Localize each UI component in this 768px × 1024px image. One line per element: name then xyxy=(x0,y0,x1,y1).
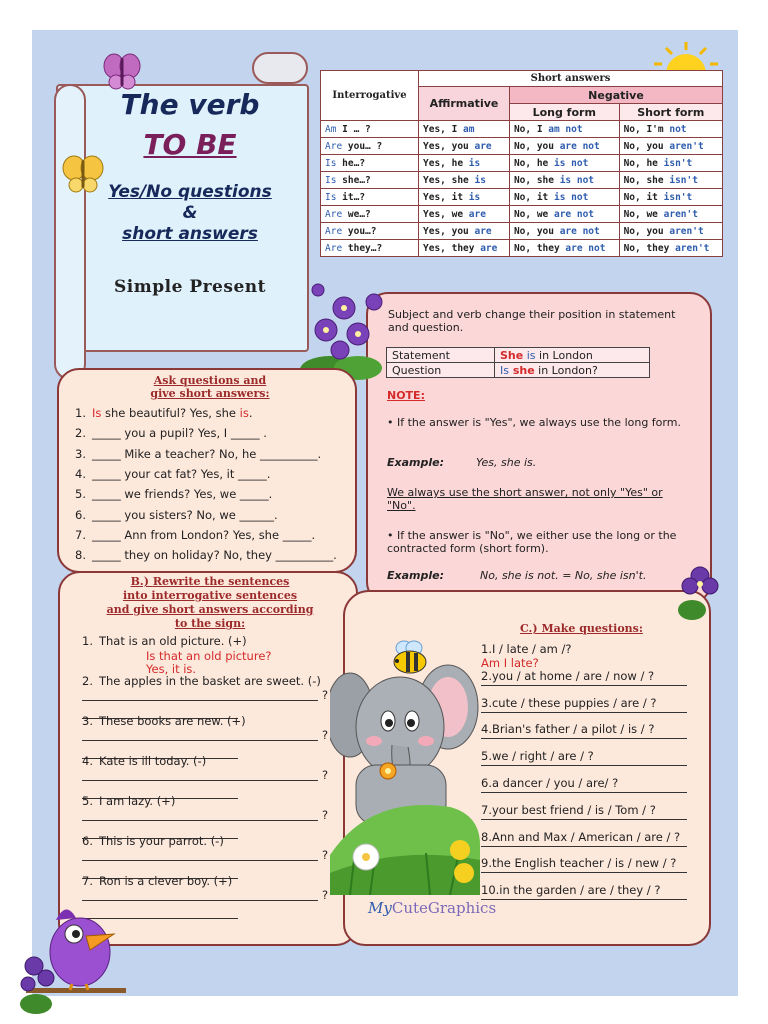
question-verb: Is xyxy=(500,363,509,377)
aff-verb: is xyxy=(468,157,481,169)
table-row xyxy=(321,206,723,223)
list-item xyxy=(82,874,232,888)
section-b-label: B.) xyxy=(130,575,149,588)
answer-line[interactable] xyxy=(481,899,687,900)
aff-text: Yes, he xyxy=(423,157,469,169)
blank: _____ xyxy=(91,507,121,522)
item-text: Mike a teacher? No, he __________. xyxy=(120,446,322,461)
aff-verb: are xyxy=(474,225,492,237)
short-verb: isn't xyxy=(663,191,693,203)
item-end: . xyxy=(248,406,253,420)
long-verb: are not xyxy=(559,225,600,237)
answer-line[interactable] xyxy=(481,765,687,766)
section-c-heading-text: Make questions: xyxy=(541,622,643,635)
violet-flower-icon xyxy=(674,562,726,622)
item-number: 2. xyxy=(481,668,492,683)
aff-text: Yes, you xyxy=(423,225,475,237)
statement-rest: in London xyxy=(535,348,593,362)
short-verb: not xyxy=(669,123,687,135)
item-number: 5. xyxy=(75,487,86,502)
statement-question-table xyxy=(386,347,650,378)
item-text: I am lazy. (+) xyxy=(98,794,176,808)
item-text: Ann from London? Yes, she _____. xyxy=(120,527,316,542)
item-text: Ron is a clever boy. (+) xyxy=(98,874,233,888)
q-verb: Is xyxy=(325,191,337,203)
tense-label: Simple Present xyxy=(114,277,266,297)
short-text: No, you xyxy=(623,225,670,237)
table-row xyxy=(387,363,650,378)
section-c-heading xyxy=(520,622,660,635)
q-rest: it…? xyxy=(336,191,366,203)
long-verb: is not xyxy=(553,191,589,203)
short-verb: aren't xyxy=(663,208,698,220)
subtitle-line-2: short answers xyxy=(122,224,258,244)
long-verb: is not xyxy=(559,174,595,186)
table-row xyxy=(387,348,650,363)
item-number: 5. xyxy=(481,749,492,764)
section-b-answer-2: Yes, it is. xyxy=(146,662,197,676)
q-verb: Is xyxy=(325,174,337,186)
title-line-2: TO BE xyxy=(143,128,237,161)
blank: _____ xyxy=(91,487,121,502)
item-number: 4. xyxy=(481,722,492,737)
item-text: they on holiday? No, they __________. xyxy=(120,548,337,563)
list-item xyxy=(82,714,246,728)
answer-verb: is xyxy=(239,406,249,420)
short-text: No, it xyxy=(623,191,664,203)
long-verb: are not xyxy=(559,140,600,152)
section-b-answer-1: Is that an old picture? xyxy=(146,649,272,663)
answer-line[interactable] xyxy=(481,819,687,820)
bee-icon xyxy=(386,640,432,676)
note-label: NOTE: xyxy=(387,389,425,402)
item-text: Brian's father / a pilot / is / ? xyxy=(491,722,655,737)
item-number: 10. xyxy=(481,883,500,898)
aff-verb: am xyxy=(463,123,475,135)
long-text: No, you xyxy=(513,225,560,237)
q-verb: Are xyxy=(325,242,343,254)
list-item xyxy=(75,528,315,542)
credit-logo xyxy=(368,899,496,917)
item-number: 2. xyxy=(82,674,93,688)
example-no: No, she is not. = No, she isn't. xyxy=(480,569,647,582)
blank: _____ xyxy=(91,426,121,441)
item-number: 4. xyxy=(75,466,86,481)
short-text: No, they xyxy=(623,242,676,254)
item-number: 2. xyxy=(75,426,86,441)
item-number: 1. xyxy=(481,642,492,656)
list-item xyxy=(75,548,337,562)
list-item xyxy=(481,776,618,790)
header-short-form: Short form xyxy=(619,104,722,121)
blank: _____ xyxy=(91,446,121,461)
note-box xyxy=(366,292,712,604)
bird-icon xyxy=(16,900,128,1020)
statement-label: Statement xyxy=(387,348,495,363)
item-number: 6. xyxy=(75,507,86,522)
aff-verb: is xyxy=(468,191,481,203)
item-text: cute / these puppies / are / ? xyxy=(491,695,657,710)
question-mark: ? xyxy=(322,888,329,902)
question-label: Question xyxy=(387,363,495,378)
item-text: a dancer / you / are/ ? xyxy=(491,776,619,790)
header-long-form: Long form xyxy=(509,104,619,121)
question-mark: ? xyxy=(322,768,329,782)
aff-verb: are xyxy=(474,140,492,152)
answer-line[interactable] xyxy=(481,792,687,793)
table-row xyxy=(321,121,723,138)
item-number: 8. xyxy=(75,548,86,563)
list-item xyxy=(481,856,676,870)
answer-line[interactable] xyxy=(82,860,318,861)
header-short-answers: Short answers xyxy=(419,71,723,87)
question-subject: she xyxy=(508,363,535,377)
list-item xyxy=(481,696,656,710)
question-mark: ? xyxy=(322,848,329,862)
answer-line[interactable] xyxy=(82,780,318,781)
q-verb: Are xyxy=(325,208,343,220)
table-row xyxy=(321,223,723,240)
item-text: you sisters? No, we ______. xyxy=(120,507,278,522)
item-number: 9. xyxy=(481,856,492,871)
answer-line[interactable] xyxy=(82,740,318,741)
item-number: 6. xyxy=(481,776,492,790)
section-b-heading-1 xyxy=(60,575,360,588)
subtitle-line-1: Yes/No questions xyxy=(108,182,272,202)
header-negative: Negative xyxy=(509,87,722,104)
blank: _____ xyxy=(91,548,121,563)
item-number: 1. xyxy=(75,406,86,420)
butterfly-icon xyxy=(100,48,144,92)
q-rest: you… ? xyxy=(342,140,383,152)
short-verb: isn't xyxy=(663,157,693,169)
item-number: 3. xyxy=(75,446,86,461)
item-text: she beautiful? Yes, she xyxy=(101,406,240,420)
list-item xyxy=(481,642,571,656)
table-row xyxy=(321,240,723,257)
item-text: we / right / are / ? xyxy=(491,749,594,764)
list-item xyxy=(75,487,272,501)
short-text: No, you xyxy=(623,140,670,152)
item-number: 5. xyxy=(82,794,93,808)
example-label: Example: xyxy=(387,569,444,582)
section-a-heading-2: give short answers: xyxy=(150,387,270,400)
list-item xyxy=(82,794,175,808)
list-item xyxy=(75,467,270,481)
section-b-heading-3: and give short answers according xyxy=(106,603,314,616)
short-text: No, we xyxy=(623,208,664,220)
list-item xyxy=(75,406,252,420)
aff-text: Yes, you xyxy=(423,140,475,152)
aff-text: Yes, I xyxy=(423,123,464,135)
answer-verb: Is xyxy=(91,406,102,420)
header-interrogative: Interrogative xyxy=(321,71,419,121)
table-row xyxy=(321,155,723,172)
q-rest: we…? xyxy=(342,208,371,220)
header-affirmative: Affirmative xyxy=(419,87,510,121)
item-number: 8. xyxy=(481,829,492,844)
list-item xyxy=(82,834,224,848)
answer-line[interactable] xyxy=(481,712,687,713)
section-b-heading-4: to the sign: xyxy=(174,617,246,630)
credit-rest: CuteGraphics xyxy=(391,899,497,917)
item-text: your best friend / is / Tom / ? xyxy=(491,802,656,817)
table-header-row xyxy=(321,71,723,87)
example-yes: Yes, she is. xyxy=(476,456,537,469)
note-always-short: We always use the short answer, not only "Yes" or "No". xyxy=(387,486,663,512)
short-verb: aren't xyxy=(675,242,710,254)
list-item xyxy=(481,830,680,844)
item-text: The apples in the basket are sweet. (-) xyxy=(98,674,321,688)
short-verb: isn't xyxy=(669,174,698,186)
long-text: No, they xyxy=(513,242,566,254)
item-number: 3. xyxy=(82,714,93,728)
item-number: 4. xyxy=(82,754,93,768)
answer-line[interactable] xyxy=(481,685,687,686)
note-bullet-no: • If the answer is "No", we either use the long or the contracted form (short form). xyxy=(387,529,677,555)
q-rest: he…? xyxy=(336,157,366,169)
credit-my: My xyxy=(368,899,392,917)
table-row xyxy=(321,138,723,155)
item-text: This is your parrot. (-) xyxy=(98,834,224,848)
list-item xyxy=(82,674,321,688)
q-verb: Are xyxy=(325,225,343,237)
q-verb: Is xyxy=(325,157,337,169)
list-item xyxy=(82,754,206,768)
long-text: No, it xyxy=(513,191,554,203)
item-number: 6. xyxy=(82,834,93,848)
elephant-illustration xyxy=(330,645,480,895)
scroll-curl-top xyxy=(252,52,308,84)
section-b-heading-text: Rewrite the sentences xyxy=(152,575,290,588)
title-line-1: The verb xyxy=(120,88,260,121)
list-item xyxy=(481,749,594,763)
question-rest: in London? xyxy=(534,363,598,377)
short-text: No, she xyxy=(623,174,670,186)
section-c-answer-1: Am I late? xyxy=(481,656,539,670)
note-intro: Subject and verb change their position in statement and question. xyxy=(388,308,676,334)
short-verb: aren't xyxy=(669,140,704,152)
blank: _____ xyxy=(91,527,121,542)
long-verb: is not xyxy=(553,157,589,169)
item-text: That is an old picture. (+) xyxy=(98,634,247,648)
long-text: No, he xyxy=(513,157,554,169)
statement-verb: is xyxy=(523,348,536,362)
list-item xyxy=(481,722,654,736)
subtitle-ampersand: & xyxy=(182,203,198,223)
answer-line[interactable] xyxy=(481,738,687,739)
example-label: Example: xyxy=(387,456,444,469)
answer-line[interactable] xyxy=(481,872,687,873)
short-answers-table xyxy=(320,70,723,257)
question-mark: ? xyxy=(322,688,329,702)
item-number: 7. xyxy=(481,802,492,817)
aff-text: Yes, she xyxy=(423,174,475,186)
item-number: 1. xyxy=(82,634,93,648)
q-rest: you…? xyxy=(342,225,377,237)
section-a-heading-1: Ask questions and xyxy=(153,374,267,387)
list-item xyxy=(75,426,267,440)
item-text: you a pupil? Yes, I _____ . xyxy=(120,426,267,441)
short-text: No, he xyxy=(623,157,664,169)
long-text: No, I xyxy=(513,123,549,135)
sun-icon xyxy=(650,40,722,74)
list-item xyxy=(82,634,247,648)
item-text: Ann and Max / American / are / ? xyxy=(491,829,681,844)
item-text: Kate is ill today. (-) xyxy=(98,754,207,768)
q-verb: Are xyxy=(325,140,343,152)
item-text: we friends? Yes, we _____. xyxy=(120,487,273,502)
item-number: 3. xyxy=(481,695,492,710)
blank: _____ xyxy=(91,466,121,481)
long-verb: are not xyxy=(553,208,595,220)
q-rest: she…? xyxy=(336,174,371,186)
aff-verb: are xyxy=(468,208,486,220)
long-verb: am not xyxy=(548,123,583,135)
table-row xyxy=(321,172,723,189)
list-item xyxy=(75,447,321,461)
item-text: in the garden / are / they / ? xyxy=(499,883,661,898)
list-item xyxy=(481,803,656,817)
item-text: the English teacher / is / new / ? xyxy=(491,856,677,871)
long-text: No, we xyxy=(513,208,554,220)
short-verb: aren't xyxy=(669,225,704,237)
aff-text: Yes, it xyxy=(423,191,469,203)
note-bullet-yes: • If the answer is "Yes", we always use the long form. xyxy=(387,416,681,429)
list-item xyxy=(481,669,654,683)
long-text: No, you xyxy=(513,140,560,152)
answer-line[interactable] xyxy=(481,846,687,847)
list-item xyxy=(481,883,660,897)
q-verb: Am xyxy=(325,123,337,135)
item-text: These books are new. (+) xyxy=(98,714,246,728)
statement-subject: She xyxy=(500,348,524,362)
list-item xyxy=(75,508,278,522)
item-text: I / late / am /? xyxy=(491,642,572,656)
short-text: No, I'm xyxy=(623,123,670,135)
aff-text: Yes, they xyxy=(423,242,481,254)
aff-text: Yes, we xyxy=(423,208,469,220)
q-rest: I … ? xyxy=(336,123,371,135)
section-b-heading-2: into interrogative sentences xyxy=(122,589,298,602)
aff-verb: are xyxy=(480,242,498,254)
table-row xyxy=(321,189,723,206)
long-text: No, she xyxy=(513,174,560,186)
item-number: 7. xyxy=(82,874,93,888)
item-text: you / at home / are / now / ? xyxy=(491,668,655,683)
answer-line[interactable] xyxy=(82,700,318,701)
answer-line[interactable] xyxy=(82,820,318,821)
item-number: 7. xyxy=(75,527,86,542)
aff-verb: is xyxy=(474,174,486,186)
q-rest: they…? xyxy=(342,242,383,254)
question-mark: ? xyxy=(322,728,329,742)
long-verb: are not xyxy=(565,242,606,254)
question-mark: ? xyxy=(322,808,329,822)
item-text: your cat fat? Yes, it _____. xyxy=(120,466,271,481)
section-c-label: C.) xyxy=(520,622,538,635)
